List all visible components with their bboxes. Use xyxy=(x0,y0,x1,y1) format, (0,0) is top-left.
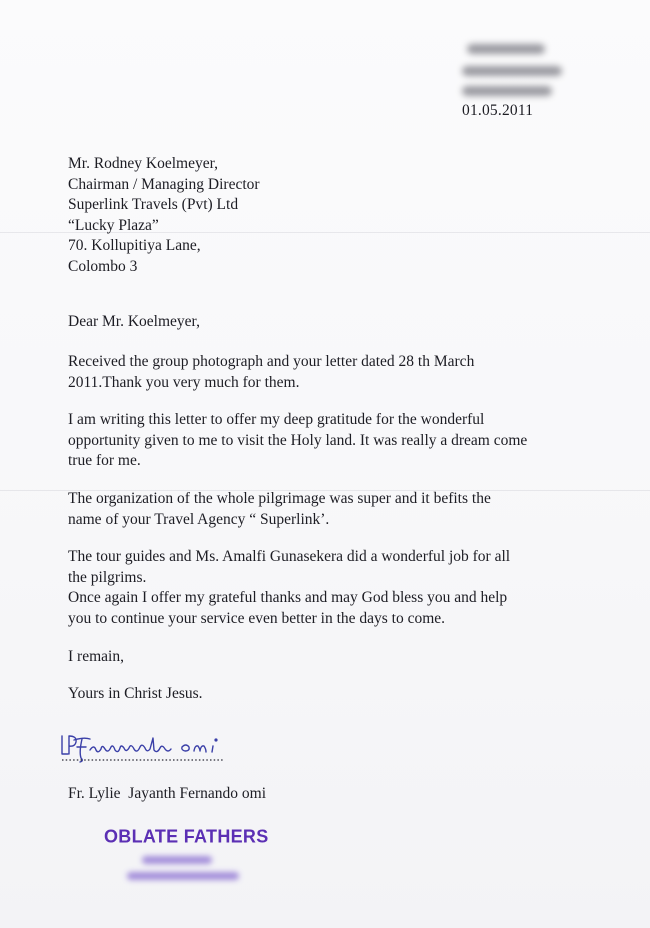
salutation: Dear Mr. Koelmeyer, xyxy=(68,313,200,330)
paragraph-line: name of your Travel Agency “ Superlink’. xyxy=(68,510,330,528)
letter-date: 01.05.2011 xyxy=(462,102,534,119)
closing-remain xyxy=(68,647,124,668)
recipient-address xyxy=(68,154,260,277)
recipient-line: Chairman / Managing Director xyxy=(68,175,260,193)
recipient-line: Colombo 3 xyxy=(68,257,138,275)
recipient-line: 70. Kollupitiya Lane, xyxy=(68,237,201,254)
paragraph-organization xyxy=(68,489,491,530)
paragraph-line: Yours in Christ Jesus. xyxy=(68,685,203,702)
closing-yours xyxy=(68,684,203,705)
paragraph-line: 2011.Thank you very much for them. xyxy=(68,373,300,391)
signer-name: Fr. Lylie Jayanth Fernando omi xyxy=(68,785,267,802)
paragraph-line: true for me. xyxy=(68,452,141,469)
handwritten-signature xyxy=(58,728,238,764)
paragraph-photo-thanks xyxy=(68,352,474,393)
paragraph-line: Once again I offer my grateful thanks and may God bless you and help xyxy=(68,589,508,606)
paragraph-tour-guides xyxy=(68,547,510,629)
recipient-line: Mr. Rodney Koelmeyer, xyxy=(68,155,219,172)
paragraph-line: Received the group photograph and your letter dated 28 th March xyxy=(68,353,475,370)
recipient-line: Superlink Travels (Pvt) Ltd xyxy=(68,196,239,213)
paragraph-line: opportunity given to me to visit the Holy land. It was really a dream come xyxy=(68,431,528,449)
paragraph-line: the pilgrims. xyxy=(68,568,147,586)
paragraph-line: you to continue your service even better in the days to come. xyxy=(68,609,446,627)
paragraph-gratitude xyxy=(68,410,527,472)
paragraph-line: I am writing this letter to offer my deep gratitude for the wonderful xyxy=(68,411,485,428)
stamp-title: OBLATE FATHERS xyxy=(104,825,269,847)
paragraph-line: I remain, xyxy=(68,648,124,665)
paragraph-line: The tour guides and Ms. Amalfi Gunasekera did a wonderful job for all xyxy=(68,548,511,565)
paragraph-line: The organization of the whole pilgrimage was super and it befits the xyxy=(68,490,491,507)
recipient-line: “Lucky Plaza” xyxy=(68,216,159,234)
